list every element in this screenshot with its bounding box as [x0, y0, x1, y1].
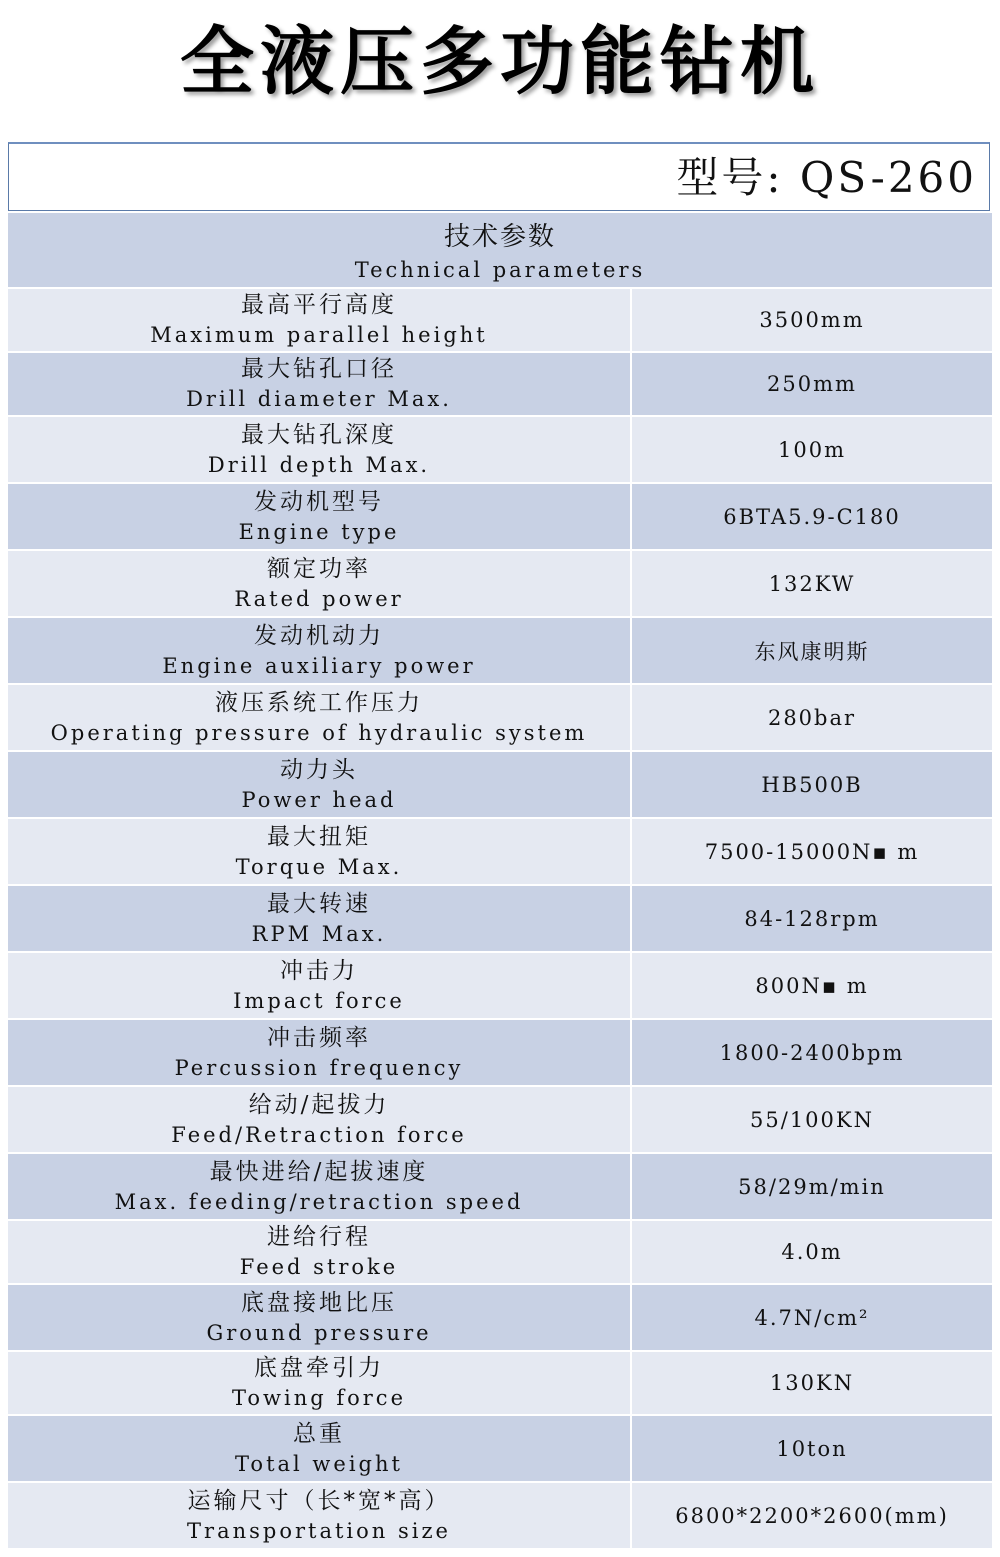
- table-row: [8, 1416, 992, 1483]
- table-row: [8, 484, 992, 551]
- param-value: 84-128rpm: [744, 906, 880, 931]
- param-name-en: Drill diameter Max.: [186, 387, 452, 411]
- param-name-cell: [8, 1020, 632, 1085]
- param-value: 6800*2200*2600(mm): [675, 1503, 949, 1528]
- param-name-en: Percussion frequency: [174, 1055, 464, 1080]
- spec-table: [8, 213, 992, 1550]
- table-row: [8, 1483, 992, 1550]
- param-name-cell: [8, 953, 632, 1018]
- table-row: [8, 289, 992, 353]
- table-row: [8, 886, 992, 953]
- param-name-zh: 最快进给/起拔速度: [209, 1158, 429, 1185]
- param-name-en: Rated power: [234, 586, 404, 611]
- param-value: 800N▪ m: [755, 973, 869, 998]
- param-value: 280bar: [767, 705, 857, 730]
- table-header-zh: 技术参数: [443, 222, 556, 252]
- param-value: HB500B: [761, 772, 863, 797]
- param-name-en: Operating pressure of hydraulic system: [50, 720, 588, 745]
- param-value: 250mm: [767, 372, 857, 396]
- param-name-en: Total weight: [235, 1451, 403, 1476]
- param-name-cell: [8, 484, 632, 549]
- param-value: 3500mm: [759, 308, 865, 332]
- param-value: 6BTA5.9-C180: [723, 504, 901, 529]
- param-name-en: Impact force: [233, 988, 405, 1013]
- table-row: [8, 1154, 992, 1221]
- param-name-zh: 最大转速: [267, 890, 371, 917]
- param-value: 132KW: [768, 571, 856, 596]
- param-name-cell: [8, 819, 632, 884]
- param-name-zh: 冲击频率: [267, 1024, 371, 1051]
- table-row: [8, 685, 992, 752]
- param-name-zh: 进给行程: [267, 1224, 371, 1250]
- param-name-en: Torque Max.: [235, 854, 403, 879]
- param-name-cell: [8, 417, 632, 482]
- param-name-zh: 液压系统工作压力: [215, 689, 423, 716]
- param-name-zh: 底盘接地比压: [241, 1289, 397, 1316]
- param-name-cell: [8, 1416, 632, 1481]
- table-row: [8, 1087, 992, 1154]
- param-name-en: Towing force: [232, 1386, 406, 1410]
- param-name-cell: [8, 1483, 632, 1548]
- param-name-cell: [8, 551, 632, 616]
- table-row: [8, 1285, 992, 1352]
- table-row: [8, 1352, 992, 1416]
- param-value: 10ton: [776, 1436, 848, 1461]
- page-title: 全液压多功能钻机: [180, 19, 820, 105]
- table-header: [8, 213, 992, 289]
- param-value: 58/29m/min: [738, 1174, 886, 1199]
- model-number: 型号: QS-260: [676, 153, 977, 202]
- param-name-zh: 额定功率: [267, 555, 371, 582]
- param-name-zh: 发动机型号: [254, 488, 384, 515]
- param-name-cell: [8, 1087, 632, 1152]
- param-value: 4.7N/cm²: [754, 1305, 870, 1330]
- param-name-en: Drill depth Max.: [207, 452, 431, 477]
- table-row: [8, 1221, 992, 1285]
- param-name-cell: [8, 1285, 632, 1350]
- param-name-zh: 底盘牵引力: [254, 1355, 384, 1381]
- param-value: 1800-2400bpm: [719, 1040, 905, 1065]
- param-name-cell: [8, 1352, 632, 1414]
- table-row: [8, 953, 992, 1020]
- param-name-cell: [8, 1154, 632, 1219]
- table-header-en: Technical parameters: [354, 258, 646, 282]
- param-name-zh: 总重: [293, 1420, 345, 1447]
- table-row: [8, 353, 992, 417]
- param-name-cell: [8, 752, 632, 817]
- param-name-cell: [8, 353, 632, 415]
- param-name-zh: 运输尺寸（长*宽*高）: [187, 1487, 451, 1514]
- param-value: 东风康明斯: [754, 639, 870, 664]
- model-box: [8, 142, 990, 211]
- table-row: [8, 1020, 992, 1087]
- param-name-zh: 冲击力: [280, 957, 358, 984]
- param-name-en: Power head: [241, 787, 397, 812]
- param-name-zh: 最大钻孔口径: [241, 356, 397, 382]
- param-name-cell: [8, 685, 632, 750]
- param-name-zh: 发动机动力: [254, 622, 384, 649]
- param-name-zh: 最大扭矩: [267, 823, 371, 850]
- param-value: 55/100KN: [750, 1107, 874, 1132]
- param-name-zh: 最大钻孔深度: [241, 421, 397, 448]
- table-row: [8, 417, 992, 484]
- param-value: 130KN: [769, 1371, 855, 1395]
- table-row: [8, 618, 992, 685]
- param-name-cell: [8, 618, 632, 683]
- param-name-zh: 给动/起拔力: [248, 1091, 390, 1118]
- param-name-cell: [8, 289, 632, 351]
- param-name-cell: [8, 886, 632, 951]
- param-name-en: Ground pressure: [206, 1320, 432, 1345]
- table-row: [8, 752, 992, 819]
- param-name-en: Engine type: [238, 519, 400, 544]
- param-name-en: Transportation size: [187, 1518, 451, 1543]
- param-value: 7500-15000N▪ m: [704, 839, 920, 864]
- param-name-en: RPM Max.: [251, 921, 387, 946]
- param-name-en: Feed/Retraction force: [171, 1122, 467, 1147]
- param-name-en: Max. feeding/retraction speed: [114, 1189, 524, 1214]
- param-name-en: Engine auxiliary power: [162, 653, 476, 678]
- param-value: 100m: [778, 437, 846, 462]
- param-name-zh: 动力头: [280, 756, 358, 783]
- param-name-zh: 最高平行高度: [241, 292, 397, 318]
- param-name-en: Maximum parallel height: [150, 323, 488, 347]
- table-row: [8, 551, 992, 618]
- param-value: 4.0m: [781, 1240, 843, 1264]
- param-name-en: Feed stroke: [239, 1255, 399, 1279]
- table-body: [8, 289, 992, 1550]
- param-name-cell: [8, 1221, 632, 1283]
- table-row: [8, 819, 992, 886]
